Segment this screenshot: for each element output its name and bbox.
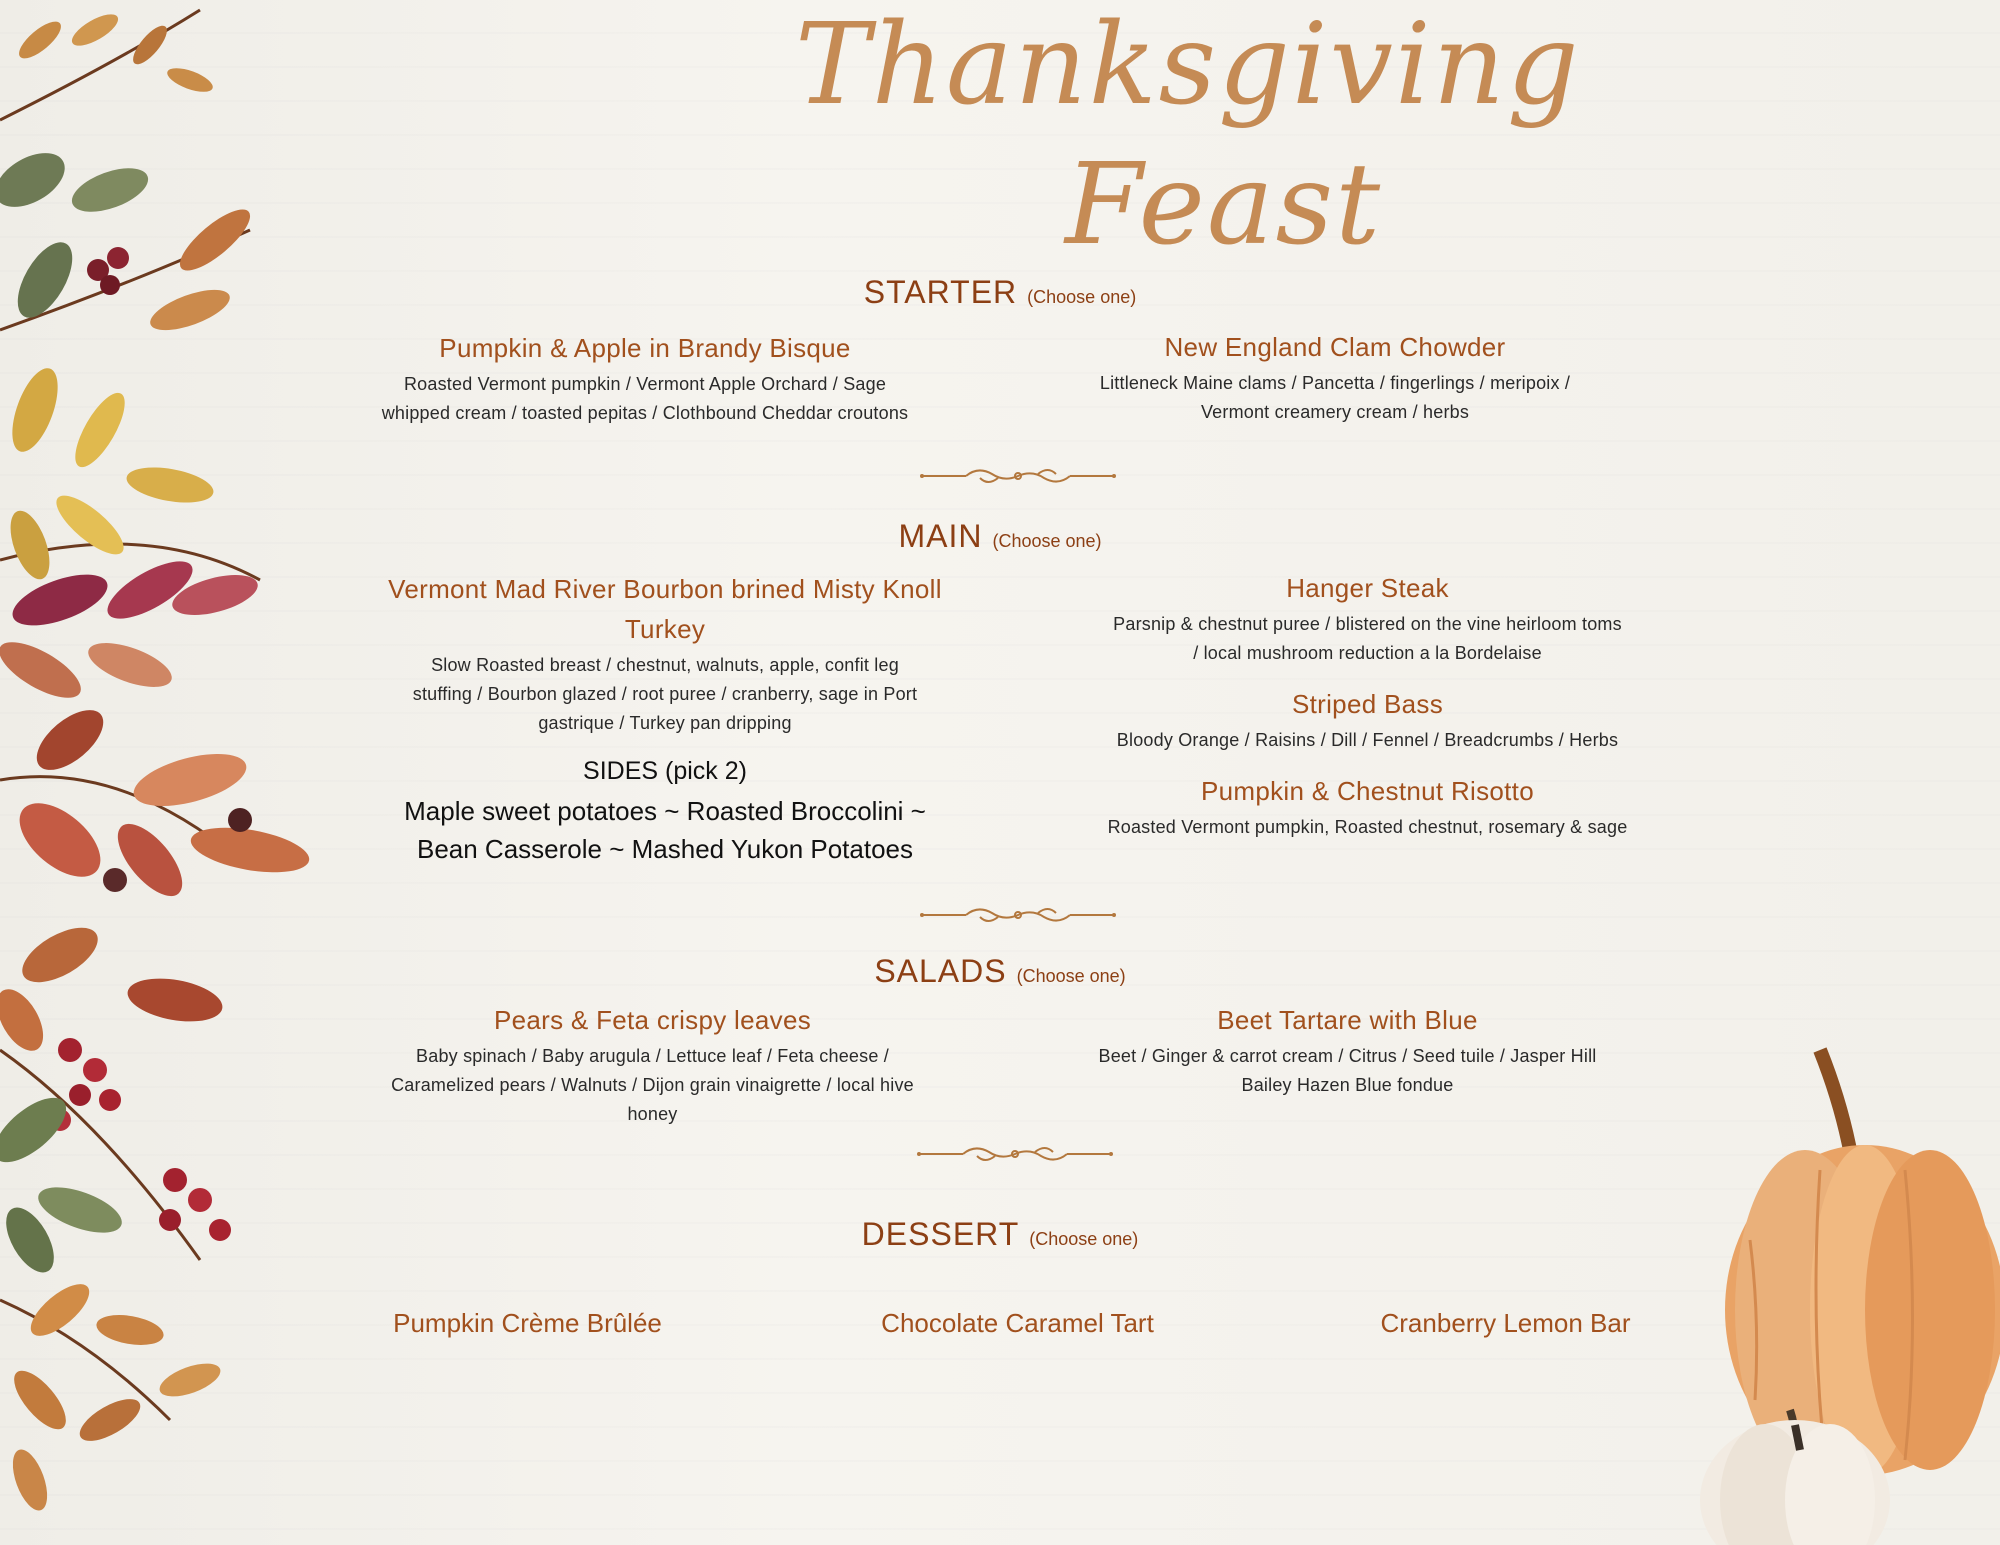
desc-line: Slow Roasted breast / chestnut, walnuts, apple, confit leg [431, 655, 899, 675]
dish-description [320, 1042, 985, 1129]
desc-line: Roasted Vermont pumpkin, Roasted chestnut, rosemary & sage [1107, 817, 1628, 837]
desc-line: Vermont creamery cream / herbs [1200, 402, 1470, 422]
desc-line: Baby spinach / Baby arugula / Lettuce leaf / Feta cheese / [416, 1046, 889, 1066]
salad-item-pears-feta [320, 1000, 985, 1129]
dish-description [1030, 726, 1705, 755]
dish-description [330, 651, 1000, 738]
menu-title-line1: Thanksgiving [795, 0, 1581, 130]
main-item-hanger-steak [1030, 568, 1705, 668]
main-item-striped-bass [1030, 684, 1705, 755]
main-item-turkey [330, 569, 1000, 868]
dish-description [1010, 1042, 1685, 1100]
dish-description [1000, 369, 1670, 427]
desc-line: Beet / Ginger & carrot cream / Citrus / Seed tuile / Jasper Hill [1098, 1046, 1597, 1066]
desc-line: Caramelized pears / Walnuts / Dijon grain vinaigrette / local hive [391, 1075, 914, 1095]
dish-description [310, 370, 980, 428]
main-heading [0, 518, 2000, 555]
dish-name: Pears & Feta crispy leaves [493, 1005, 812, 1035]
dish-name: Hanger Steak [1286, 573, 1449, 603]
desc-line: honey [627, 1104, 678, 1124]
sides-line: Bean Casserole ~ Mashed Yukon Potatoes [416, 834, 914, 864]
desc-line: Littleneck Maine clams / Pancetta / fingerlings / meripoix / [1099, 373, 1571, 393]
ornament-divider [918, 903, 1118, 927]
dish-name: Pumpkin & Chestnut Risotto [1201, 776, 1534, 806]
desc-line: whipped cream / toasted pepitas / Clothbound Cheddar croutons [381, 403, 909, 423]
salads-heading [0, 953, 2000, 990]
dish-name-line: Turkey [624, 614, 706, 644]
desc-line: gastrique / Turkey pan dripping [538, 713, 792, 733]
dish-name-line: Vermont Mad River Bourbon brined Misty Knoll [388, 574, 942, 604]
salads-heading-label: SALADS [874, 953, 1007, 989]
dessert-item-creme-brulee: Pumpkin Crème Brûlée [393, 1308, 662, 1338]
starter-heading [0, 274, 2000, 311]
starter-choose-note: (Choose one) [1027, 287, 1137, 307]
pumpkin-illustration [1700, 1040, 2000, 1545]
dessert-choose-note: (Choose one) [1029, 1229, 1139, 1249]
dish-description [1030, 813, 1705, 842]
desc-line: Parsnip & chestnut puree / blistered on the vine heirloom toms [1113, 614, 1622, 634]
sides-heading: SIDES (pick 2) [583, 757, 747, 785]
dessert-heading-label: DESSERT [861, 1216, 1020, 1252]
desc-line: / local mushroom reduction a la Bordelaise [1193, 643, 1542, 663]
dessert-item-lemon-bar: Cranberry Lemon Bar [1380, 1308, 1631, 1338]
dessert-heading [0, 1216, 2000, 1253]
main-choose-note: (Choose one) [992, 531, 1102, 551]
dish-name: New England Clam Chowder [1164, 332, 1506, 362]
sides-block [330, 752, 1000, 868]
starter-item-chowder [1000, 327, 1670, 427]
main-item-risotto [1030, 771, 1705, 842]
desc-line: Bailey Hazen Blue fondue [1241, 1075, 1454, 1095]
ornament-divider [918, 464, 1118, 488]
desc-line: Bloody Orange / Raisins / Dill / Fennel / Breadcrumbs / Herbs [1116, 730, 1619, 750]
menu-title-line2: Feast [1065, 140, 1383, 270]
sides-line: Maple sweet potatoes ~ Roasted Broccolini ~ [404, 796, 926, 826]
sides-list [330, 792, 1000, 868]
dish-description [1030, 610, 1705, 668]
dish-name [330, 569, 1000, 649]
starter-heading-label: STARTER [863, 274, 1018, 310]
dish-name: Striped Bass [1291, 689, 1443, 719]
desc-line: stuffing / Bourbon glazed / root puree / cranberry, sage in Port [412, 684, 918, 704]
main-heading-label: MAIN [898, 518, 983, 554]
salad-item-beet-tartare [1010, 1000, 1685, 1100]
desc-line: Roasted Vermont pumpkin / Vermont Apple Orchard / Sage [403, 374, 887, 394]
autumn-leaves-illustration [0, 0, 320, 1545]
salads-choose-note: (Choose one) [1016, 966, 1126, 986]
main-right-column [1030, 568, 1705, 842]
dish-name: Pumpkin & Apple in Brandy Bisque [439, 333, 851, 363]
dish-name: Beet Tartare with Blue [1217, 1005, 1478, 1035]
starter-item-bisque [310, 328, 980, 428]
dessert-item-caramel-tart: Chocolate Caramel Tart [881, 1308, 1154, 1338]
ornament-divider [915, 1142, 1115, 1166]
